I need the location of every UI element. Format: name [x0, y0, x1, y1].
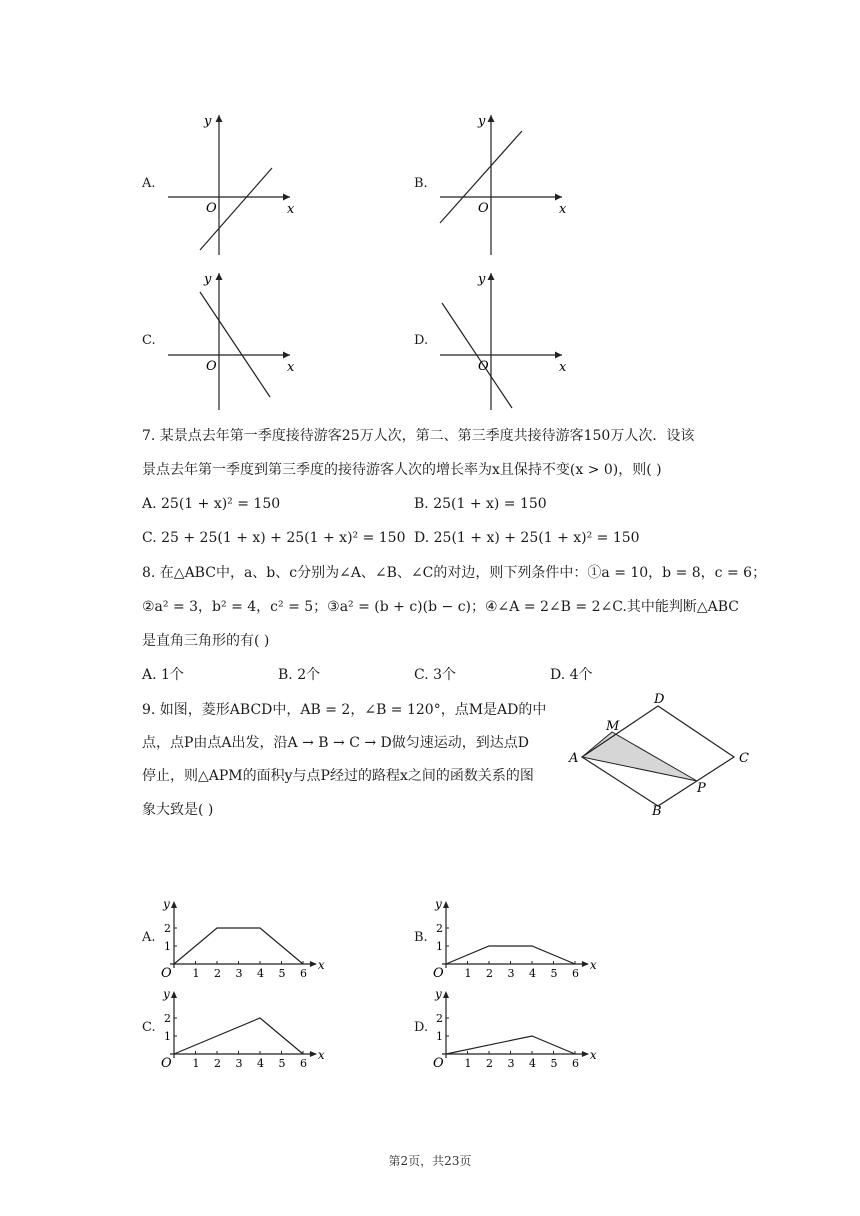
q9-graph-d	[430, 988, 600, 1070]
q9-text-line1: 9. 如图，菱形ABCD中，AB = 2，∠B = 120°，点M是AD的中	[142, 702, 547, 718]
q6-option-d-label: D.	[414, 333, 429, 348]
q6-option-c-label: C.	[142, 333, 156, 348]
q9-graph-b	[430, 898, 600, 980]
q8-text-line3: 是直角三角形的有( )	[142, 633, 270, 649]
y-tick-label: 1	[164, 940, 171, 953]
x-axis-label: x	[559, 360, 567, 375]
x-tick-label: 4	[257, 1057, 264, 1070]
x-axis-label: x	[287, 202, 295, 217]
y-axis-arrow	[171, 991, 177, 998]
y-tick-label: 2	[164, 922, 171, 935]
point-p-label: P	[697, 781, 706, 796]
origin-label: O	[206, 201, 217, 216]
origin-label: O	[161, 966, 172, 980]
x-axis-arrow	[310, 961, 317, 967]
y-axis-label: y	[478, 272, 486, 287]
x-axis-arrow	[310, 1051, 317, 1057]
x-tick-label: 3	[235, 1057, 243, 1070]
x-axis-label: x	[287, 360, 295, 375]
q9-option-a-label: A.	[142, 930, 156, 945]
y-axis-label: y	[163, 988, 170, 1001]
q8-option-b[interactable]: B. 2个	[278, 667, 321, 683]
vertex-a-label: A	[569, 751, 579, 766]
x-axis-label: x	[589, 958, 597, 972]
y-axis-label: y	[435, 988, 442, 1001]
triangle-apm	[582, 732, 697, 781]
q8-option-a[interactable]: A. 1个	[142, 667, 184, 683]
x-axis-label: x	[317, 958, 325, 972]
y-tick-label: 1	[164, 1030, 171, 1043]
q7-option-b[interactable]: B. 25(1 + x) = 150	[414, 496, 547, 512]
q9-rhombus-figure	[566, 690, 756, 820]
origin-label: O	[433, 966, 444, 980]
y-axis-arrow	[443, 991, 449, 998]
x-tick-label: 6	[572, 967, 579, 980]
q7-option-c[interactable]: C. 25 + 25(1 + x) + 25(1 + x)² = 150	[142, 530, 406, 546]
x-tick-label: 1	[464, 967, 472, 980]
x-axis-arrow	[582, 961, 589, 967]
q6-option-a-label: A.	[142, 176, 156, 191]
x-axis-label: x	[559, 202, 567, 217]
y-axis-label: y	[204, 272, 212, 287]
x-tick-label: 5	[278, 967, 286, 980]
q7-text-line2: 景点去年第一季度到第三季度的接待游客人次的增长率为x且保持不变(x > 0)，则( )	[142, 462, 662, 478]
q9-option-b-label: B.	[414, 930, 428, 945]
x-tick-label: 6	[572, 1057, 579, 1070]
x-tick-label: 6	[300, 967, 307, 980]
y-tick-label: 1	[436, 1030, 443, 1043]
x-tick-label: 3	[507, 1057, 515, 1070]
y-axis-arrow	[443, 901, 449, 908]
y-axis-arrow	[171, 901, 177, 908]
x-tick-label: 2	[486, 967, 493, 980]
x-tick-label: 5	[278, 1057, 286, 1070]
origin-label: O	[161, 1056, 172, 1070]
q8-option-d[interactable]: D. 4个	[550, 667, 593, 683]
q8-text-line1: 8. 在△ABC中，a、b、c分别为∠A、∠B、∠C的对边，则下列条件中：①a = 10，b = 8，c = 6；	[142, 565, 767, 581]
vertex-b-label: B	[652, 804, 662, 819]
y-tick-label: 2	[164, 1012, 171, 1025]
q9-graph-c	[158, 988, 328, 1070]
q9-text-line4: 象大致是( )	[142, 802, 214, 818]
x-tick-label: 6	[300, 1057, 307, 1070]
y-axis-label: y	[204, 114, 212, 129]
q6-graph-d	[432, 265, 572, 415]
page-footer: 第2页，共23页	[388, 1154, 472, 1168]
x-tick-label: 5	[550, 967, 558, 980]
q9-graph-a	[158, 898, 328, 980]
y-axis-label: y	[435, 898, 442, 911]
y-tick-label: 2	[436, 1012, 443, 1025]
x-axis-label: x	[589, 1048, 597, 1062]
x-tick-label: 2	[214, 1057, 221, 1070]
vertex-c-label: C	[739, 751, 749, 766]
q9-text-line3: 停止，则△APM的面积y与点P经过的路程x之间的函数关系的图	[142, 768, 534, 784]
y-tick-label: 2	[436, 922, 443, 935]
q8-text-line2: ②a² = 3，b² = 4，c² = 5；③a² = (b + c)(b − c)；④∠A = 2∠B = 2∠C.其中能判断△ABC	[142, 599, 740, 615]
x-axis-label: x	[317, 1048, 325, 1062]
x-tick-label: 1	[192, 1057, 200, 1070]
vertex-d-label: D	[654, 692, 665, 707]
x-tick-label: 2	[214, 967, 221, 980]
y-axis-label: y	[163, 898, 170, 911]
x-tick-label: 2	[486, 1057, 493, 1070]
origin-label: O	[478, 359, 489, 374]
origin-label: O	[206, 359, 217, 374]
origin-label: O	[478, 201, 489, 216]
y-tick-label: 1	[436, 940, 443, 953]
x-axis-arrow	[582, 1051, 589, 1057]
origin-label: O	[433, 1056, 444, 1070]
point-m-label: M	[606, 719, 620, 734]
x-tick-label: 5	[550, 1057, 558, 1070]
q9-option-c-label: C.	[142, 1020, 156, 1035]
x-tick-label: 3	[507, 967, 515, 980]
function-line	[174, 1018, 303, 1054]
x-tick-label: 3	[235, 967, 243, 980]
x-tick-label: 1	[192, 967, 200, 980]
q7-text-line1: 7. 某景点去年第一季度接待游客25万人次，第二、第三季度共接待游客150万人次．设该	[142, 428, 695, 444]
q6-option-b-label: B.	[414, 176, 428, 191]
x-tick-label: 4	[529, 967, 536, 980]
function-line	[174, 928, 303, 964]
q6-graph-c	[160, 265, 300, 415]
y-axis-label: y	[478, 114, 486, 129]
q6-graph-b	[432, 105, 572, 265]
x-tick-label: 1	[464, 1057, 472, 1070]
q8-option-c[interactable]: C. 3个	[414, 667, 457, 683]
q7-option-d[interactable]: D. 25(1 + x) + 25(1 + x)² = 150	[414, 530, 640, 546]
function-line	[200, 292, 270, 397]
q7-option-a[interactable]: A. 25(1 + x)² = 150	[142, 496, 281, 512]
q6-graph-a	[160, 105, 300, 265]
x-tick-label: 4	[257, 967, 264, 980]
q9-text-line2: 点，点P由点A出发，沿A → B → C → D做匀速运动，到达点D	[142, 735, 529, 751]
q9-option-d-label: D.	[414, 1020, 429, 1035]
x-tick-label: 4	[529, 1057, 536, 1070]
